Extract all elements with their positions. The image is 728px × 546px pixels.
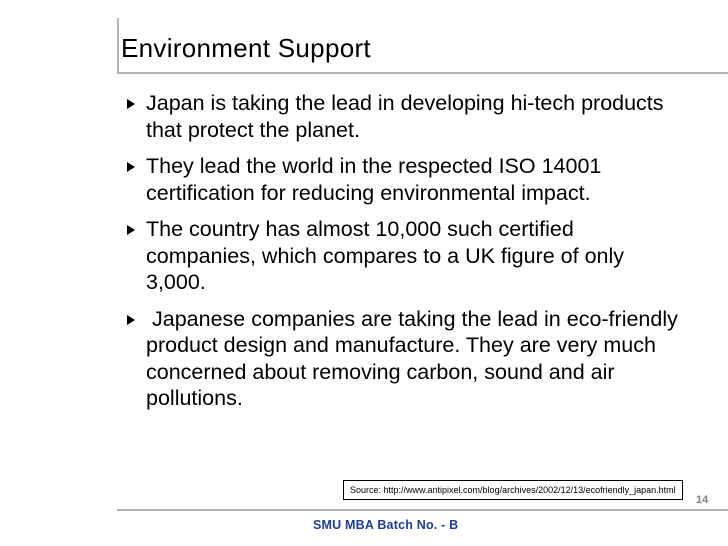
triangle-bullet-icon — [127, 162, 135, 172]
title-underline — [117, 72, 728, 74]
bullet-text: They lead the world in the respected ISO 14001 certification for reducing environmental impact. — [146, 154, 602, 205]
bullet-item — [128, 90, 688, 143]
slide-title: Environment Support — [121, 33, 371, 63]
bullet-item — [128, 216, 688, 296]
footer-text: SMU MBA Batch No. - B — [313, 518, 459, 532]
bullet-item — [128, 306, 688, 412]
bullet-list — [128, 90, 688, 422]
triangle-bullet-icon — [127, 315, 135, 325]
source-citation: Source: http://www.antipixel.com/blog/archives/2002/12/13/ecofriendly_japan.html — [343, 480, 683, 500]
triangle-bullet-icon — [127, 99, 135, 109]
bullet-text: Japan is taking the lead in developing hi-tech products that protect the planet. — [146, 91, 664, 142]
bullet-text: Japanese companies are taking the lead in eco-friendly product design and manufacture. They are very much concerned about removing carbon, sound and air pollutions. — [146, 306, 684, 410]
bullet-text: The country has almost 10,000 such certified companies, which compares to a UK figure of only 3,000. — [146, 217, 625, 294]
footer-rule — [117, 509, 728, 511]
page-number: 14 — [696, 494, 709, 506]
bullet-item — [128, 153, 688, 206]
title-left-rule — [117, 18, 119, 73]
triangle-bullet-icon — [127, 225, 135, 235]
